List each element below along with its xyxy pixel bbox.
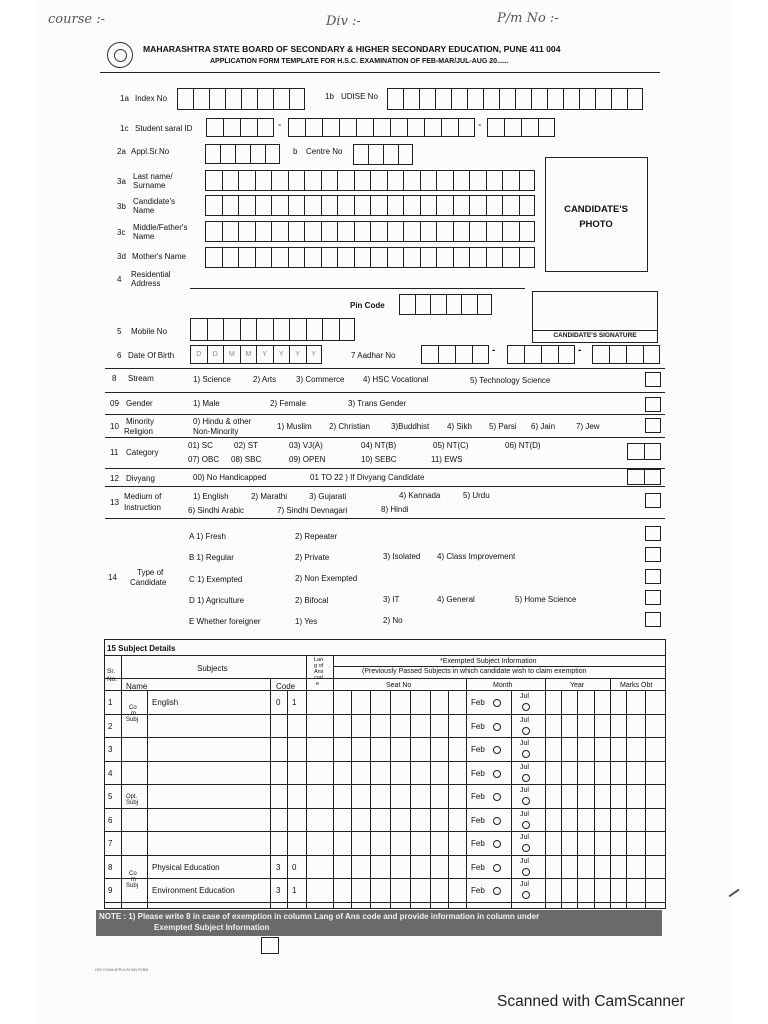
month-jul-radio[interactable]: [522, 727, 530, 735]
row-divider: [105, 486, 665, 487]
dob-boxes[interactable]: [190, 345, 322, 364]
dash: -: [578, 345, 582, 356]
subject-code-digit: 3: [276, 886, 281, 895]
table-col: [626, 690, 627, 909]
type-b-checkbox[interactable]: [645, 547, 661, 562]
minority-option: Non-Minority: [193, 427, 239, 436]
month-feb-radio[interactable]: [493, 770, 501, 778]
group-compulsory: Co: [129, 871, 137, 877]
month-feb-radio[interactable]: [493, 840, 501, 848]
gender-checkbox[interactable]: [645, 397, 661, 412]
category-option: 08) SBC: [231, 455, 262, 464]
minority-option: 1) Muslim: [277, 422, 312, 431]
month-jul-label: Jul: [520, 716, 529, 724]
category-option: 02) ST: [234, 441, 259, 450]
col-header-sr: Sr.: [107, 668, 115, 675]
pin-code-label: Pin Code: [350, 301, 385, 310]
type-option: D 1) Agriculture: [189, 596, 245, 605]
table-col: [147, 690, 148, 909]
pin-code-boxes[interactable]: [399, 294, 492, 315]
table-col: [645, 690, 646, 909]
subject-code-digit: 3: [276, 862, 281, 872]
dob-box[interactable]: Y: [306, 345, 323, 364]
table-rule: [104, 678, 666, 679]
medium-option: 1) English: [193, 492, 229, 501]
saral-id-boxes-3[interactable]: [487, 118, 555, 137]
table-row: [104, 831, 666, 832]
month-jul-label: Jul: [520, 740, 529, 747]
signature-box[interactable]: [532, 291, 658, 343]
saral-id-boxes-1[interactable]: [206, 118, 274, 137]
category-option: 04) NT(B): [361, 441, 397, 450]
minority-option: 2) Christian: [329, 422, 370, 431]
minority-option: 4) Sikh: [447, 422, 472, 431]
month-jul-label: Jul: [520, 810, 529, 818]
mother-name-label: Mother's Name: [132, 252, 186, 261]
table-row: [104, 902, 666, 903]
subject-code-digit: 1: [292, 886, 297, 895]
category-option: 07) OBC: [188, 455, 220, 464]
table-rule: [104, 655, 666, 656]
gender-label: Gender: [126, 399, 153, 408]
header-rule: [100, 72, 660, 73]
field-number: 3c: [117, 228, 126, 237]
candidate-photo-box[interactable]: [545, 157, 648, 272]
medium-checkbox[interactable]: [645, 493, 661, 508]
stream-option: 5) Technology Science: [470, 376, 551, 385]
saral-id-label: Student saral ID: [135, 124, 193, 133]
note-checkbox[interactable]: [261, 937, 279, 954]
medium-option: 4) Kannada: [399, 491, 441, 500]
field-number: 8: [112, 374, 117, 383]
type-option: 2) Bifocal: [295, 596, 329, 605]
month-jul-radio[interactable]: [522, 703, 530, 711]
row-divider: [105, 518, 665, 519]
col-header-month: Month: [493, 682, 513, 689]
table-row: [104, 855, 666, 856]
table-row: [104, 737, 666, 738]
field-number: 13: [110, 498, 119, 507]
note-line-2: Exempted Subject Information: [154, 923, 270, 932]
stream-label: Stream: [128, 374, 154, 383]
month-feb-radio[interactable]: [493, 723, 501, 731]
type-option: A 1) Fresh: [189, 532, 226, 541]
type-option: C 1) Exempted: [189, 575, 243, 584]
field-number: 1c: [120, 124, 129, 133]
medium-option: 3) Gujarati: [309, 492, 347, 501]
month-jul-label: Jul: [520, 834, 529, 841]
minority-option: 0) Hindu & other: [193, 417, 252, 426]
month-jul-radio[interactable]: [522, 821, 530, 829]
month-jul-radio[interactable]: [522, 750, 530, 758]
table-rule: [104, 690, 666, 691]
month-feb-radio[interactable]: [493, 793, 501, 801]
col-header-sr: No.: [107, 676, 118, 683]
group-compulsory: Co: [129, 705, 137, 711]
table-col: [333, 655, 334, 909]
month-feb-label: Feb: [471, 862, 485, 872]
category-boxes[interactable]: [627, 443, 661, 460]
stream-option: 2) Arts: [253, 375, 277, 384]
table-row: [104, 784, 666, 785]
month-jul-radio[interactable]: [522, 774, 530, 782]
father-name-label-1: Middle/Father's: [133, 223, 188, 232]
month-feb-label: Feb: [471, 886, 485, 895]
type-option: 5) Home Science: [515, 595, 577, 604]
table-col: [430, 690, 431, 909]
row-divider: [105, 414, 665, 415]
centre-no-label: Centre No: [306, 147, 343, 156]
month-feb-label: Feb: [471, 768, 485, 778]
month-jul-radio[interactable]: [522, 797, 530, 805]
month-jul-radio[interactable]: [522, 891, 530, 899]
board-title: MAHARASHTRA STATE BOARD OF SECONDARY & HIGHER SECONDARY EDUCATION, PUNE 411 004: [143, 44, 561, 54]
month-jul-label: Jul: [520, 881, 529, 888]
stream-option: 1) Science: [193, 375, 231, 384]
month-feb-radio[interactable]: [493, 699, 501, 707]
dob-box[interactable]: Y: [289, 345, 306, 364]
col-header-exempt: *Exempted Subject Information: [440, 658, 537, 665]
month-jul-label: Jul: [520, 693, 529, 700]
dob-box[interactable]: D: [190, 345, 207, 364]
aadhar-boxes-2[interactable]: [507, 345, 575, 364]
category-option: 09) OPEN: [289, 455, 326, 464]
gender-option: 3) Trans Gender: [348, 399, 407, 408]
month-feb-label: Feb: [471, 815, 485, 825]
month-feb-radio[interactable]: [493, 817, 501, 825]
category-option: 03) VJ(A): [289, 441, 323, 450]
field-number: 5: [117, 327, 122, 336]
group-optional: Opt.: [126, 794, 138, 800]
table-col: [351, 690, 352, 909]
index-no-boxes[interactable]: [177, 88, 305, 110]
dash: -: [278, 120, 282, 131]
stream-option: 3) Commerce: [296, 375, 345, 384]
type-option: 4) Class Improvement: [437, 552, 516, 561]
table-col: [306, 655, 307, 909]
medium-option: 6) Sindhi Arabic: [188, 506, 245, 515]
type-a-checkbox[interactable]: [645, 526, 661, 541]
subject-name: Physical Education: [152, 862, 220, 872]
month-jul-label: Jul: [520, 763, 529, 771]
dob-box[interactable]: D: [207, 345, 224, 364]
table-col: [448, 690, 449, 909]
table-col: [390, 690, 391, 909]
divyang-option: 01 TO 22 ) If Divyang Candidate: [310, 473, 425, 482]
group-compulsory: m: [131, 711, 136, 717]
field-number: 11: [110, 448, 119, 457]
dob-label: Date Of Birth: [128, 351, 175, 360]
stream-checkbox[interactable]: [645, 372, 661, 387]
type-option: 4) General: [437, 595, 475, 604]
field-number: 09: [110, 399, 119, 408]
photo-label-1: CANDIDATE'S: [564, 204, 628, 215]
col-header-code: Code: [276, 682, 296, 691]
subject-code-digit: 1: [292, 698, 297, 707]
month-jul-label: Jul: [520, 787, 529, 794]
note-banner: [96, 910, 662, 936]
table-col: [594, 690, 595, 909]
divyang-option: 00) No Handicapped: [193, 473, 267, 482]
col-header-lang: Ans: [314, 669, 324, 675]
month-feb-radio[interactable]: [493, 746, 501, 754]
minority-label-2: Religion: [124, 427, 153, 436]
dash: -: [492, 345, 496, 356]
surname-label-2: Surname: [133, 181, 166, 190]
group-optional: Subj: [126, 800, 139, 806]
col-header-exempt: (Previously Passed Subjects in which candidate wish to claim exemption: [362, 668, 587, 675]
minority-option: 3)Buddhist: [391, 422, 430, 431]
row-divider: [105, 368, 665, 369]
aadhar-boxes-1[interactable]: [421, 345, 489, 364]
photo-label-2: PHOTO: [579, 219, 613, 230]
mobile-no-label: Mobile No: [131, 327, 168, 336]
medium-option: 5) Urdu: [463, 491, 490, 500]
udise-no-label: UDISE No: [341, 92, 378, 101]
name-label-2: Name: [133, 206, 155, 215]
medium-option: 7) Sindhi Devnagari: [277, 506, 348, 515]
month-feb-radio[interactable]: [493, 864, 501, 872]
subject-table-title: 15 Subject Details: [107, 644, 176, 653]
subject-sr-no: 4: [108, 768, 113, 778]
handwritten-pm: P/m No :-: [497, 11, 559, 26]
month-jul-radio[interactable]: [522, 868, 530, 876]
col-header-name: Name: [126, 682, 148, 691]
col-header-marks: Marks Obt: [620, 682, 653, 689]
father-name-label-2: Name: [133, 232, 155, 241]
table-col: [561, 690, 562, 909]
category-option: 01) SC: [188, 441, 213, 450]
camscanner-watermark: Scanned with CamScanner: [497, 993, 685, 1010]
dash: -: [478, 120, 482, 131]
centre-no-boxes[interactable]: [353, 144, 413, 165]
minority-label-1: Minority: [126, 417, 155, 426]
subject-sr-no: 9: [108, 886, 113, 895]
handwritten-course: course :-: [48, 12, 105, 27]
candidate-name-boxes[interactable]: [205, 195, 535, 216]
table-col: [370, 690, 371, 909]
category-option: 05) NT(C): [433, 441, 469, 450]
surname-boxes[interactable]: [205, 170, 535, 191]
minority-option: 6) Jain: [531, 422, 556, 431]
subject-name: English: [152, 698, 179, 707]
type-label-1: Type of: [137, 568, 164, 577]
appl-sr-no-label: Appl.Sr.No: [131, 147, 170, 156]
table-row: [104, 808, 666, 809]
type-d-checkbox[interactable]: [645, 590, 661, 605]
saral-id-boxes-2[interactable]: [288, 118, 475, 137]
month-feb-label: Feb: [471, 721, 485, 731]
field-number: 3b: [117, 202, 126, 211]
row-divider: [105, 468, 665, 469]
table-col: [410, 690, 411, 909]
divyang-label: Divyang: [126, 474, 155, 483]
table-col: [511, 690, 512, 909]
dob-box[interactable]: M: [240, 345, 257, 364]
month-feb-label: Feb: [471, 745, 485, 754]
handwritten-div: Div :-: [326, 14, 361, 29]
dob-box[interactable]: M: [223, 345, 240, 364]
type-c-checkbox[interactable]: [645, 569, 661, 584]
type-label-2: Candidate: [130, 578, 167, 587]
subject-sr-no: 6: [108, 815, 113, 825]
mother-name-boxes[interactable]: [205, 247, 535, 268]
month-jul-label: Jul: [520, 857, 529, 865]
category-option: 10) SEBC: [361, 455, 397, 464]
address-label-1: Residential: [131, 270, 171, 279]
field-number: 3d: [117, 252, 126, 261]
minority-option: 7) Jew: [576, 422, 600, 431]
field-number: 14: [108, 573, 117, 582]
table-col: [577, 690, 578, 909]
col-header-year: Year: [570, 682, 585, 689]
type-option: 2) No: [383, 616, 403, 625]
month-feb-label: Feb: [471, 792, 485, 801]
col-header-seat: Seat No: [386, 682, 412, 689]
table-col: [287, 690, 288, 909]
month-jul-radio[interactable]: [522, 844, 530, 852]
category-option: 11) EWS: [431, 455, 463, 464]
subject-sr-no: 8: [108, 862, 113, 872]
medium-label-1: Medium of: [124, 492, 162, 501]
field-number: 4: [117, 275, 122, 284]
index-no-label: Index No: [135, 94, 168, 103]
address-label-2: Address: [131, 279, 161, 288]
type-e-checkbox[interactable]: [645, 612, 661, 627]
stream-option: 4) HSC Vocational: [363, 375, 429, 384]
name-label-1: Candidate's: [133, 197, 175, 206]
medium-option: 2) Marathi: [251, 492, 288, 501]
group-divider: [121, 737, 147, 738]
pen-mark: [729, 889, 740, 898]
field-number: 1b: [325, 92, 334, 101]
footer-fineprint: HSC EXAM APPLICATION FORM: [95, 968, 149, 972]
col-header-lang: g of: [314, 663, 324, 669]
col-header-lang: Lan: [314, 657, 324, 663]
col-header-subjects: Subjects: [197, 664, 228, 673]
type-option: 2) Repeater: [295, 532, 338, 541]
col-header-lang: cod: [314, 675, 323, 681]
category-option: 06) NT(D): [505, 441, 541, 450]
subject-sr-no: 7: [108, 839, 113, 848]
field-number: 10: [110, 422, 119, 431]
table-row: [104, 761, 666, 762]
dob-box[interactable]: Y: [256, 345, 273, 364]
group-compulsory: Subj: [126, 883, 139, 889]
subject-sr-no: 2: [108, 721, 113, 731]
field-number: b: [293, 147, 298, 156]
row-divider: [105, 437, 665, 438]
field-number: 2a: [117, 147, 126, 156]
table-col: [121, 655, 122, 909]
subject-sr-no: 5: [108, 792, 113, 801]
group-divider: [121, 855, 147, 856]
gender-option: 2) Female: [270, 399, 307, 408]
table-row: [104, 714, 666, 715]
type-option: 2) Non Exempted: [295, 574, 358, 583]
aadhar-label: 7 Aadhar No: [351, 351, 396, 360]
subject-code-digit: 0: [292, 862, 297, 872]
group-compulsory: m: [131, 877, 136, 883]
month-feb-radio[interactable]: [493, 887, 501, 895]
subject-code-digit: 0: [276, 698, 281, 707]
divyang-boxes[interactable]: [627, 469, 661, 485]
subject-name: Environment Education: [152, 886, 235, 895]
aadhar-boxes-3[interactable]: [592, 345, 660, 364]
father-name-boxes[interactable]: [205, 221, 535, 242]
type-option: 1) Yes: [295, 617, 318, 626]
gender-option: 1) Male: [193, 399, 220, 408]
mobile-no-boxes[interactable]: [190, 318, 355, 341]
minority-option: 5) Parsi: [489, 422, 517, 431]
col-header-lang: e: [316, 681, 320, 687]
subject-sr-no: 1: [108, 698, 113, 707]
category-label: Category: [126, 448, 159, 457]
group-compulsory: Subj: [126, 717, 139, 723]
form-subtitle: APPLICATION FORM TEMPLATE FOR H.S.C. EXAMINATION OF FEB-MAR/JUL-AUG 20......: [210, 58, 509, 65]
dob-box[interactable]: Y: [273, 345, 290, 364]
type-option: 3) IT: [383, 595, 400, 604]
udise-no-boxes[interactable]: [387, 88, 643, 110]
field-number: 6: [117, 351, 122, 360]
medium-label-2: Instruction: [124, 503, 161, 512]
board-logo: [107, 42, 133, 68]
month-feb-label: Feb: [471, 839, 485, 848]
medium-option: 8) Hindi: [381, 505, 409, 514]
type-option: B 1) Regular: [189, 553, 234, 562]
surname-label-1: Last name/: [133, 172, 173, 181]
field-number: 12: [110, 474, 119, 483]
type-option: E Whether foreigner: [189, 617, 261, 626]
signature-label: CANDIDATE'S SIGNATURE: [553, 332, 637, 339]
field-number: 1a: [120, 94, 129, 103]
type-option: 2) Private: [295, 553, 330, 562]
month-feb-label: Feb: [471, 698, 485, 707]
row-divider: [105, 392, 665, 393]
subject-sr-no: 3: [108, 745, 113, 754]
field-number: 3a: [117, 177, 126, 186]
minority-checkbox[interactable]: [645, 418, 661, 433]
address-line[interactable]: [190, 288, 525, 289]
note-line-1: NOTE : 1) Please write 8 in case of exemption in column Lang of Ans code and provide information in column under: [99, 912, 540, 921]
table-row: [104, 878, 666, 879]
appl-sr-no-boxes[interactable]: [205, 144, 280, 164]
type-option: 3) Isolated: [383, 552, 421, 561]
